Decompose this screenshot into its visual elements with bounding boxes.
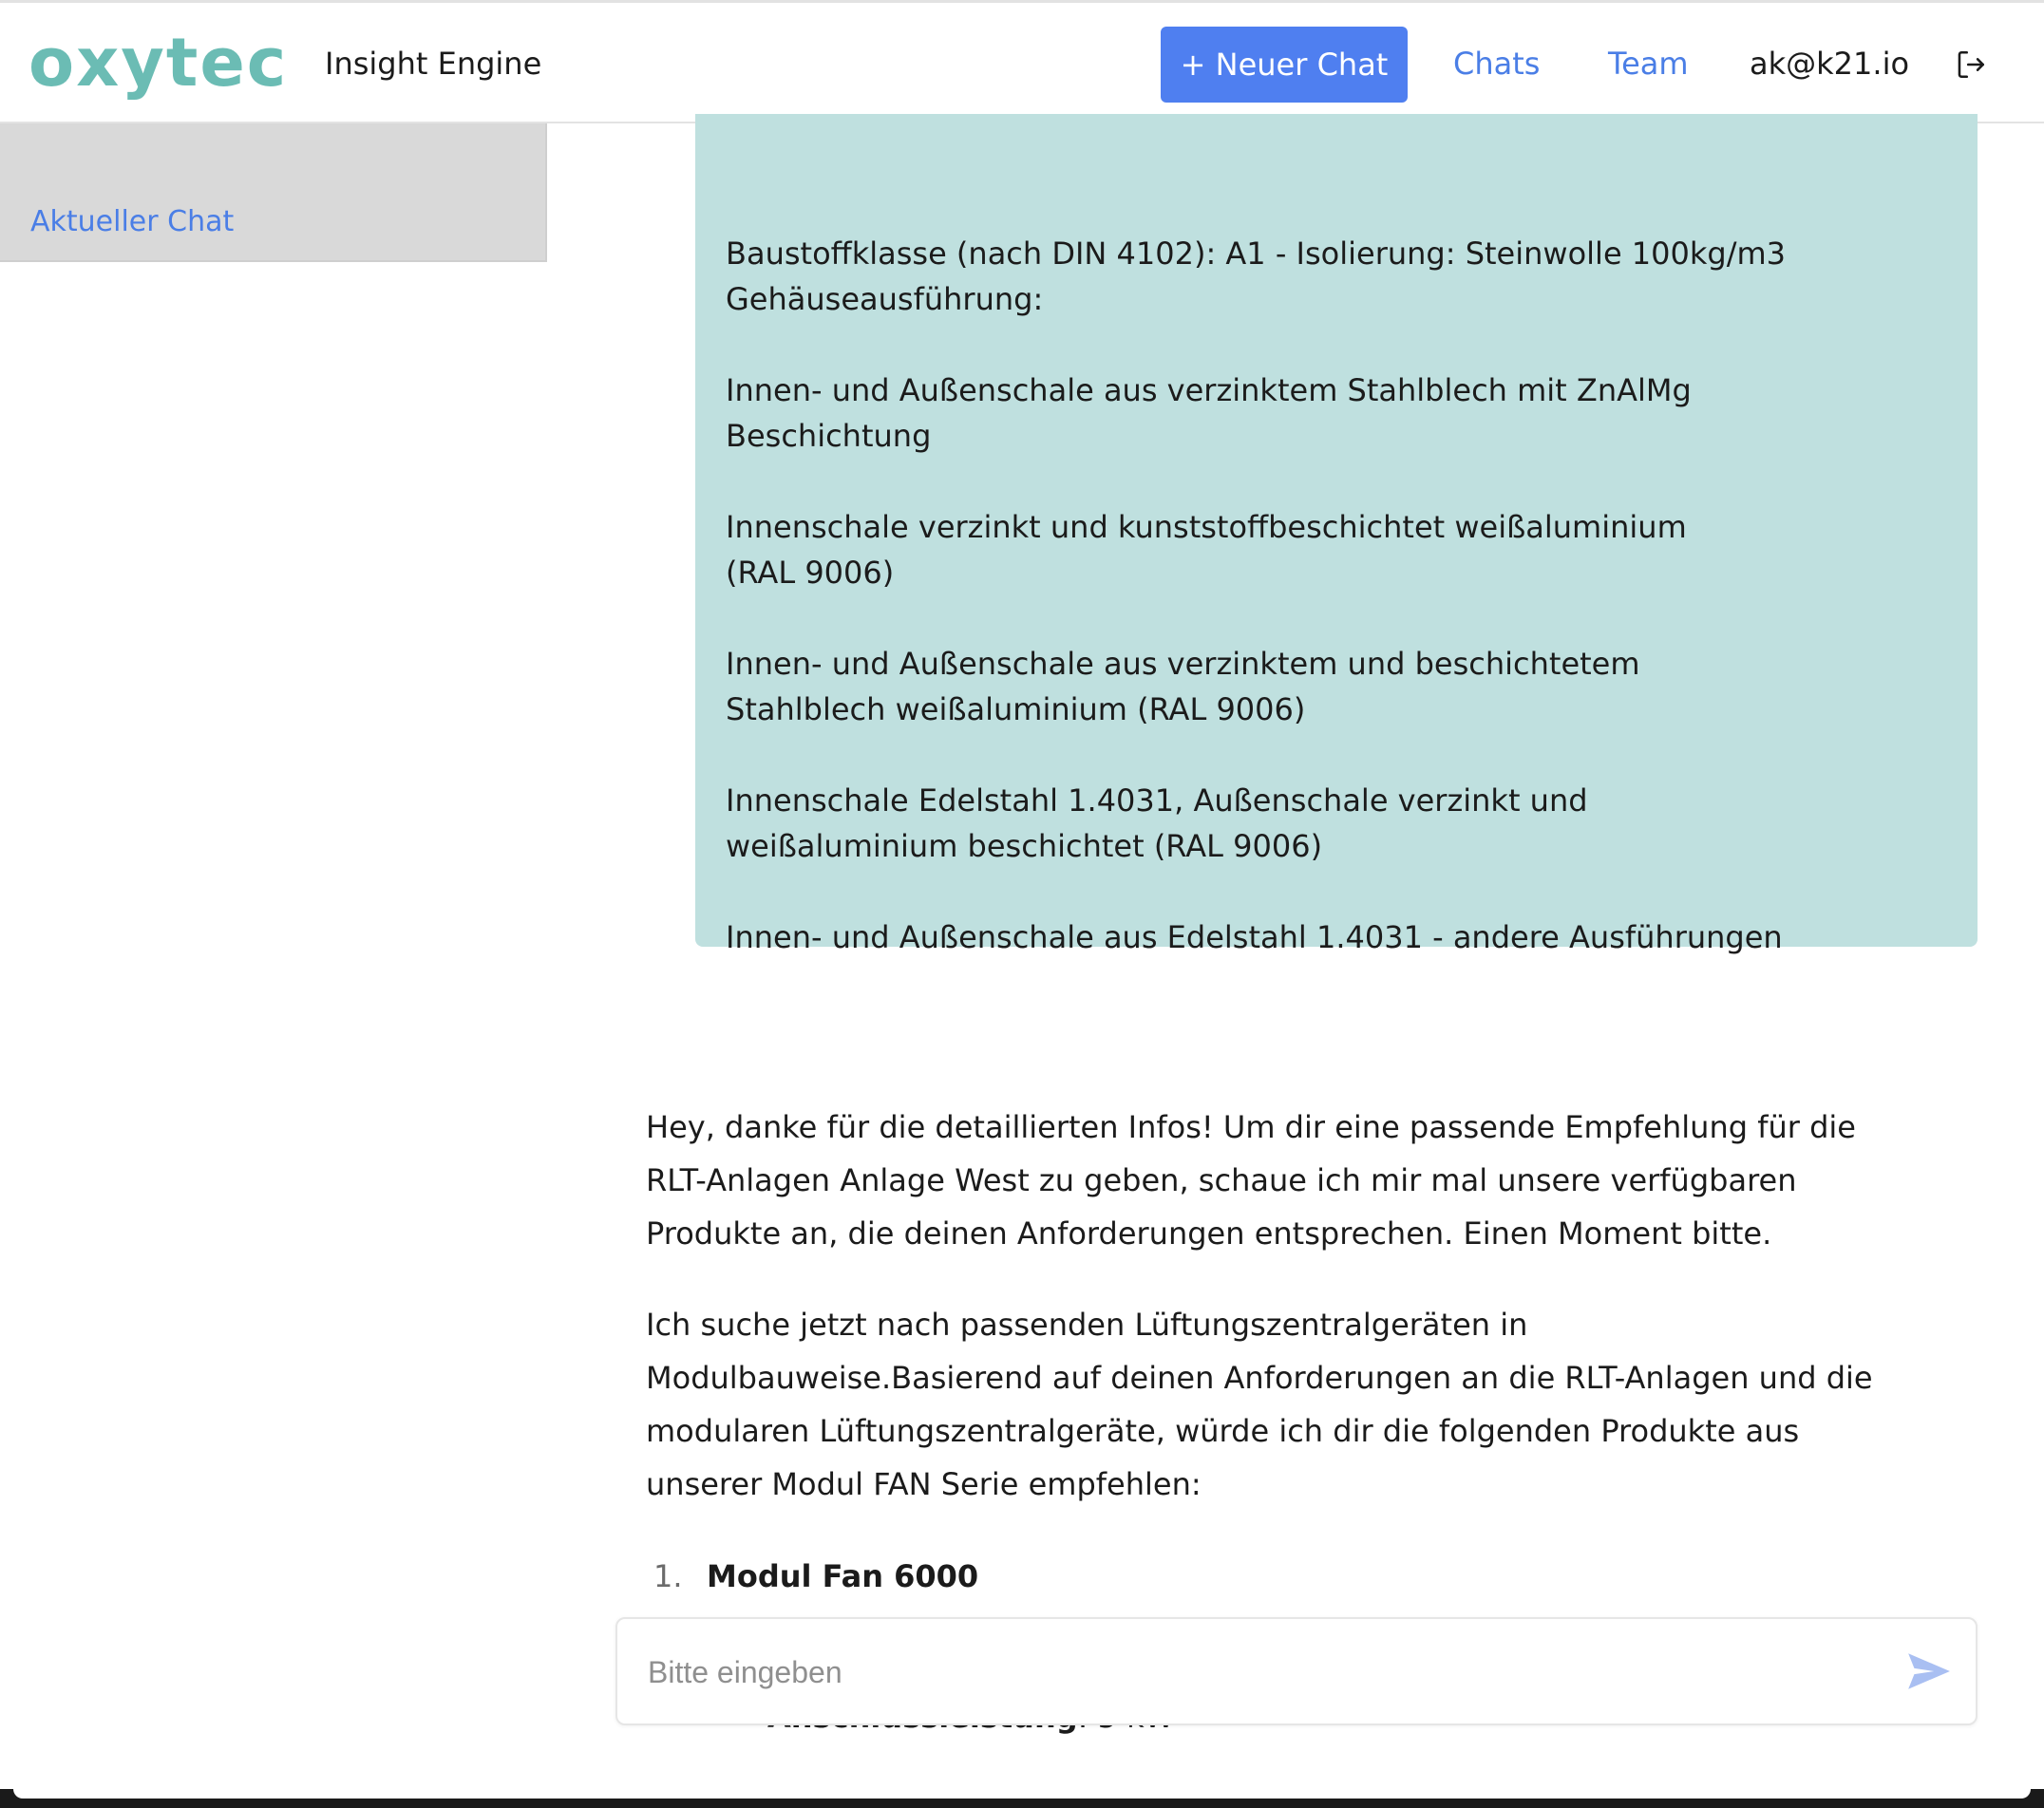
user-message-line: weißaluminium beschichtet (RAL 9006) <box>726 828 1323 864</box>
send-icon <box>1902 1648 1955 1695</box>
user-message-line: Innen- und Außenschale aus verzinktem Stahlblech mit ZnAlMg <box>726 372 1692 408</box>
window-frame <box>13 1789 2031 1799</box>
user-message-line: Innenschale Edelstahl 1.4031, Außenschale verzinkt und <box>726 782 1588 819</box>
window-bottom-edge <box>0 1789 2044 1808</box>
nav-link-team[interactable]: Team <box>1608 46 1689 82</box>
oxytec-logo[interactable]: oxytec <box>28 24 289 102</box>
user-message-line: (RAL 9006) <box>726 555 895 591</box>
message-composer <box>615 1617 1978 1725</box>
list-number: 1. <box>653 1558 683 1594</box>
top-navbar <box>0 0 2044 123</box>
send-button[interactable] <box>1902 1648 1955 1695</box>
product-title: Modul Fan 6000 <box>707 1558 979 1594</box>
user-message-line: Baustoffklasse (nach DIN 4102): A1 - Isolierung: Steinwolle 100kg/m3 <box>726 235 1787 272</box>
user-message-line: Innen- und Außenschale aus verzinktem und beschichtetem <box>726 646 1640 682</box>
app-name: Insight Engine <box>325 46 542 82</box>
new-chat-button[interactable]: + Neuer Chat <box>1161 27 1408 103</box>
assistant-message-paragraph: Ich suche jetzt nach passenden Lüftungszentralgeräten in Modulbauweise.Basierend auf deinen Anforderungen an die RLT-Anlagen und die modularen Lüftungszentralgeräte, würde ich dir die folgenden Produkte aus unserer Modul FAN Serie empfehlen: <box>646 1307 1873 1502</box>
user-message-line: Innen- und Außenschale aus Edelstahl 1.4031 - andere Ausführungen <box>726 919 1783 955</box>
user-message-line: Stahlblech weißaluminium (RAL 9006) <box>726 691 1306 727</box>
sidebar-item-current-chat[interactable]: Aktueller Chat <box>30 205 235 238</box>
assistant-message-paragraph: Hey, danke für die detaillierten Infos! Um dir eine passende Empfehlung für die RLT-Anlagen Anlage West zu geben, schaue ich mir mal unsere verfügbaren Produkte an, die deinen Anforderungen entsprechen. Einen Moment bitte. <box>646 1109 1856 1252</box>
user-message-line: Innenschale verzinkt und kunststoffbeschichtet weißaluminium <box>726 509 1687 545</box>
nav-link-chats[interactable]: Chats <box>1453 46 1541 82</box>
user-email: ak@k21.io <box>1750 46 1910 82</box>
chat-message-input[interactable] <box>646 1642 1881 1703</box>
logout-icon[interactable] <box>1955 48 1987 81</box>
chat-messages[interactable] <box>608 123 1995 1600</box>
sidebar <box>0 123 547 262</box>
user-message-line: Beschichtung <box>726 418 932 454</box>
user-message-line: Gehäuseausführung: <box>726 281 1044 317</box>
